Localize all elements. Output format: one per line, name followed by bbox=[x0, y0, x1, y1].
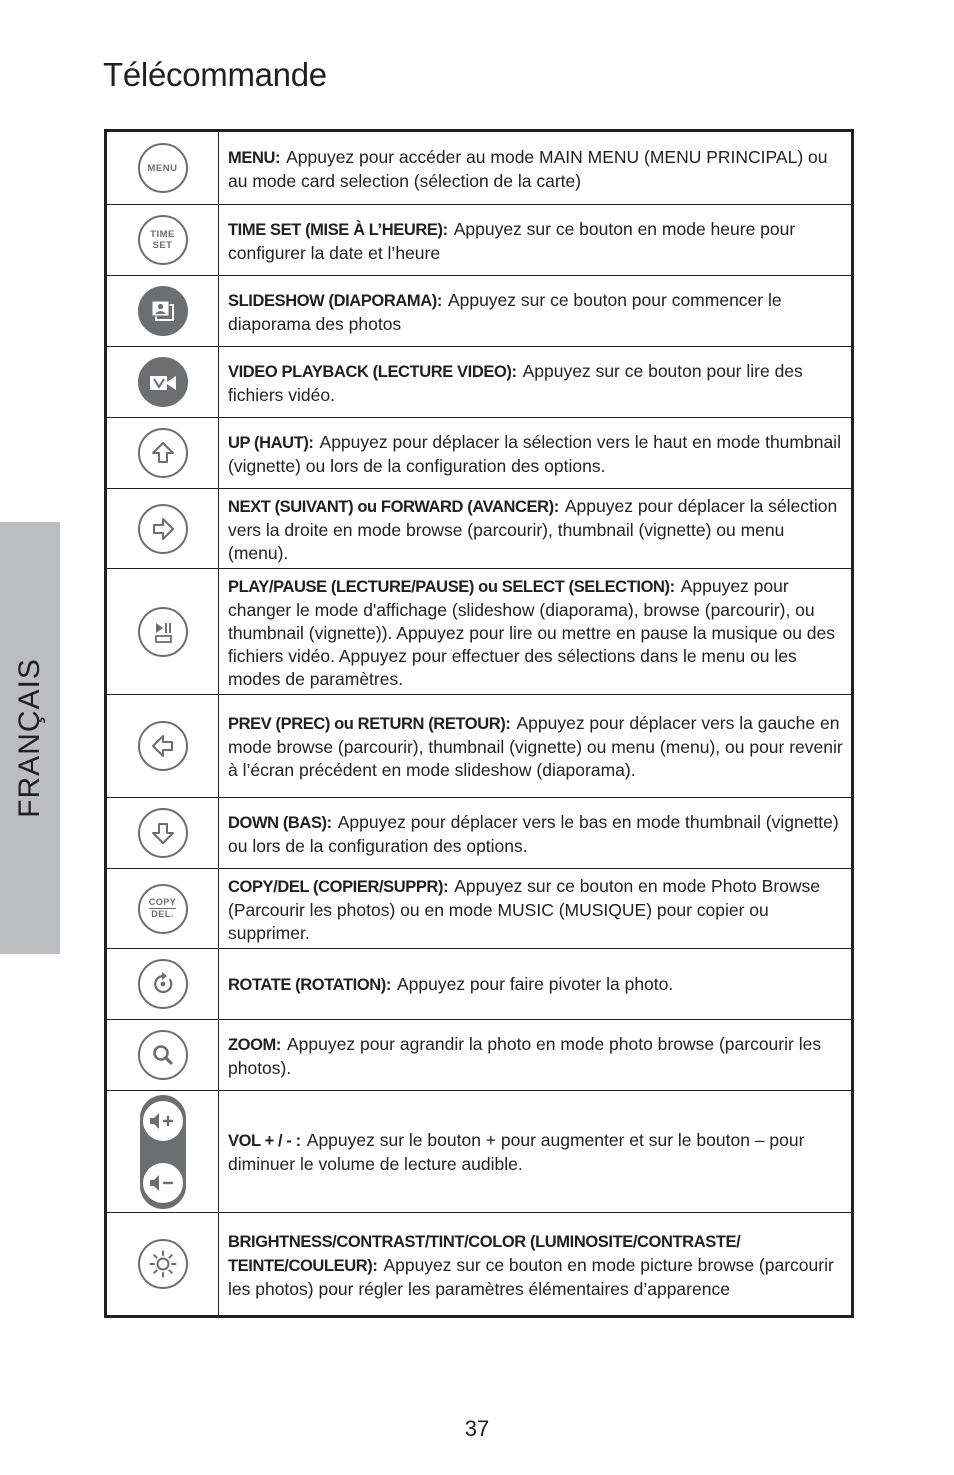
zoom-icon bbox=[138, 1030, 188, 1080]
row-description: Appuyez pour déplacer vers la gauche en mode browse (parcourir), thumbnail (vignette) ou menu (menu), ou pour revenir à l’écran précédent en mode slideshow (diaporama). bbox=[228, 713, 843, 780]
play-pause-icon bbox=[138, 607, 188, 657]
time-set-button-icon: TIME SET bbox=[138, 215, 188, 265]
row-description: Appuyez pour changer le mode d'affichage (slideshow (diaporama), browse (parcourir), ou thumbnail (vignette)). Appuyez pour lire ou mettre en pause la musique ou des fichiers vidéo. Appuyez pour effectuer des sélections dans le menu ou les modes de paramètres. bbox=[228, 575, 836, 689]
table-row bbox=[107, 694, 851, 797]
arrow-up-icon bbox=[138, 428, 188, 478]
table-row bbox=[107, 868, 851, 948]
row-label: DOWN (BAS): bbox=[228, 813, 332, 832]
table-row bbox=[107, 568, 851, 694]
row-description: Appuyez sur ce bouton en mode heure pour configurer la date et l’heure bbox=[228, 218, 796, 263]
table-row bbox=[107, 1019, 851, 1090]
volume-up-icon bbox=[143, 1101, 183, 1141]
page-title: Télécommande bbox=[103, 56, 327, 93]
row-label: COPY/DEL (COPIER/SUPPR): bbox=[228, 877, 449, 896]
row-label: TIME SET (MISE À L’HEURE): bbox=[228, 220, 448, 239]
row-description: Appuyez pour déplacer vers le bas en mode thumbnail (vignette) ou lors de la configuration des options. bbox=[228, 811, 839, 856]
table-row bbox=[107, 417, 851, 488]
row-label: UP (HAUT): bbox=[228, 433, 314, 452]
row-description: Appuyez sur ce bouton pour commencer le diaporama des photos bbox=[228, 289, 782, 334]
row-description: Appuyez sur ce bouton en mode picture browse (parcourir les photos) pour régler les paramètres élémentaires d’apparence bbox=[228, 1254, 834, 1299]
table-row bbox=[107, 275, 851, 346]
table-row bbox=[107, 1090, 851, 1212]
row-description: Appuyez pour faire pivoter la photo. bbox=[396, 974, 674, 994]
row-description: Appuyez sur ce bouton en mode Photo Browse (Parcourir les photos) ou en mode MUSIC (MUSIQUE) pour copier ou supprimer. bbox=[228, 875, 821, 943]
row-label: SLIDESHOW (DIAPORAMA): bbox=[228, 291, 442, 310]
page-number: 37 bbox=[464, 1416, 490, 1441]
row-label: PLAY/PAUSE (LECTURE/PAUSE) ou SELECT (SELECTION): bbox=[228, 577, 675, 596]
row-description: Appuyez pour déplacer la sélection vers le haut en mode thumbnail (vignette) ou lors de la configuration des options. bbox=[228, 431, 841, 476]
menu-button-icon: MENU bbox=[138, 143, 188, 193]
row-label: BRIGHTNESS/CONTRAST/TINT/COLOR (LUMINOSITE/CONTRASTE/ TEINTE/COULEUR): bbox=[228, 1232, 741, 1275]
row-label: NEXT (SUIVANT) ou FORWARD (AVANCER): bbox=[228, 497, 559, 516]
arrow-left-icon bbox=[138, 721, 188, 771]
row-description: Appuyez sur ce bouton pour lire des fichiers vidéo. bbox=[228, 360, 803, 405]
arrow-down-icon bbox=[138, 808, 188, 858]
table-row bbox=[107, 346, 851, 417]
remote-control-table bbox=[104, 129, 854, 1318]
table-row bbox=[107, 948, 851, 1019]
row-description: Appuyez sur le bouton + pour augmenter et sur le bouton – pour diminuer le volume de lecture audible. bbox=[228, 1130, 805, 1174]
table-row bbox=[107, 488, 851, 568]
row-description: Appuyez pour accéder au mode MAIN MENU (MENU PRINCIPAL) ou au mode card selection (sélection de la carte) bbox=[228, 146, 828, 191]
row-description: Appuyez pour agrandir la photo en mode photo browse (parcourir les photos). bbox=[228, 1033, 822, 1078]
rotate-icon bbox=[138, 959, 188, 1009]
copy-del-button-icon: COPY DEL. bbox=[138, 884, 188, 934]
row-label: VIDEO PLAYBACK (LECTURE VIDEO): bbox=[228, 362, 517, 381]
table-row bbox=[107, 132, 851, 204]
volume-icon bbox=[140, 1095, 186, 1209]
row-label: VOL + / - : bbox=[228, 1132, 301, 1150]
brightness-icon bbox=[138, 1239, 188, 1289]
row-label: PREV (PREC) ou RETURN (RETOUR): bbox=[228, 715, 511, 733]
row-label: MENU: bbox=[228, 148, 281, 167]
row-description: Appuyez pour déplacer la sélection vers la droite en mode browse (parcourir), thumbnail (vignette) ou menu (menu). bbox=[228, 495, 838, 563]
video-camera-icon bbox=[138, 357, 188, 407]
language-side-label: FRANÇAIS bbox=[13, 658, 46, 818]
table-row bbox=[107, 1212, 851, 1315]
slideshow-icon bbox=[138, 286, 188, 336]
row-label: ZOOM: bbox=[228, 1035, 281, 1054]
volume-down-icon bbox=[143, 1163, 183, 1203]
arrow-right-icon bbox=[138, 504, 188, 554]
table-row bbox=[107, 797, 851, 868]
table-row bbox=[107, 204, 851, 275]
row-label: ROTATE (ROTATION): bbox=[228, 976, 391, 994]
